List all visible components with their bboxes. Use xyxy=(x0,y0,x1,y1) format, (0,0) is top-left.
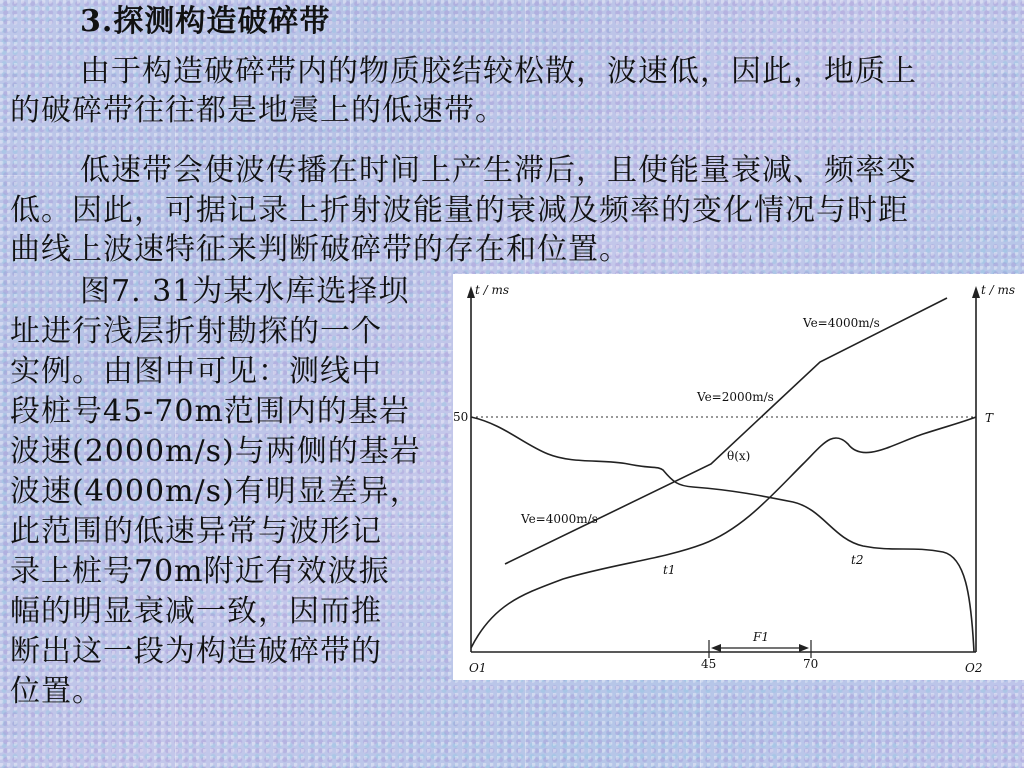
paragraph-2-line: 低速带会使波传播在时间上产生滞后，且使能量衰减、频率变 xyxy=(80,153,917,188)
paragraph-3-line: 此范围的低速异常与波形记 xyxy=(10,514,382,549)
left-axis-label: t / ms xyxy=(475,283,510,297)
right-axis-arrow-icon xyxy=(972,286,980,298)
paragraph-3-line: 波速(2000m/s)与两侧的基岩 xyxy=(10,434,421,469)
velocity-label-top: Ve=4000m/s xyxy=(803,316,880,330)
velocity-label-mid: Ve=2000m/s xyxy=(697,390,774,404)
paragraph-2-line: 低。因此，可据记录上折射波能量的衰减及频率的变化情况与时距 xyxy=(10,193,909,228)
paragraph-1-line: 由于构造破碎带内的物质胶结较松散，波速低，因此，地质上 xyxy=(80,54,917,89)
paragraph-3-line: 段桩号45-70m范围内的基岩 xyxy=(10,394,410,429)
t2-label: t2 xyxy=(851,553,864,567)
paragraph-3-line: 波速(4000m/s)有明显差异， xyxy=(10,474,421,509)
o2-label: O2 xyxy=(965,661,983,675)
paragraph-3-line: 位置。 xyxy=(10,674,103,709)
paragraph-3-line: 址进行浅层折射勘探的一个 xyxy=(10,314,382,349)
paragraph-3-line: 幅的明显衰减一致，因而推 xyxy=(10,594,382,629)
x-tick-70: 70 xyxy=(803,657,819,671)
refraction-diagram-figure xyxy=(453,274,1024,680)
right-axis-label: t / ms xyxy=(981,283,1016,297)
left-axis-arrow-icon xyxy=(467,286,475,298)
section-heading: 3.探测构造破碎带 xyxy=(80,4,331,39)
x-tick-45: 45 xyxy=(701,657,717,671)
o1-label: O1 xyxy=(469,661,487,675)
theta-label: θ(x) xyxy=(727,449,751,463)
f1-label: F1 xyxy=(753,630,769,644)
f1-left-arrow-icon xyxy=(711,644,721,652)
paragraph-3-line: 实例。由图中可见：测线中 xyxy=(10,354,382,389)
velocity-label-left: Ve=4000m/s xyxy=(521,512,598,526)
paragraph-3-line: 断出这一段为构造破碎带的 xyxy=(10,634,382,669)
paragraph-2-line: 曲线上波速特征来判断破碎带的存在和位置。 xyxy=(10,232,630,267)
paragraph-3-line: 图7. 31为某水库选择坝 xyxy=(80,274,410,309)
y-tick-50: 50 xyxy=(453,410,469,424)
paragraph-3-line: 录上桩号70m附近有效波振 xyxy=(10,554,390,589)
paragraph-1-line: 的破碎带往往都是地震上的低速带。 xyxy=(10,93,506,128)
refraction-diagram xyxy=(453,274,1024,680)
t1-label: t1 xyxy=(663,563,676,577)
t-label: T xyxy=(985,411,994,425)
f1-right-arrow-icon xyxy=(799,644,809,652)
